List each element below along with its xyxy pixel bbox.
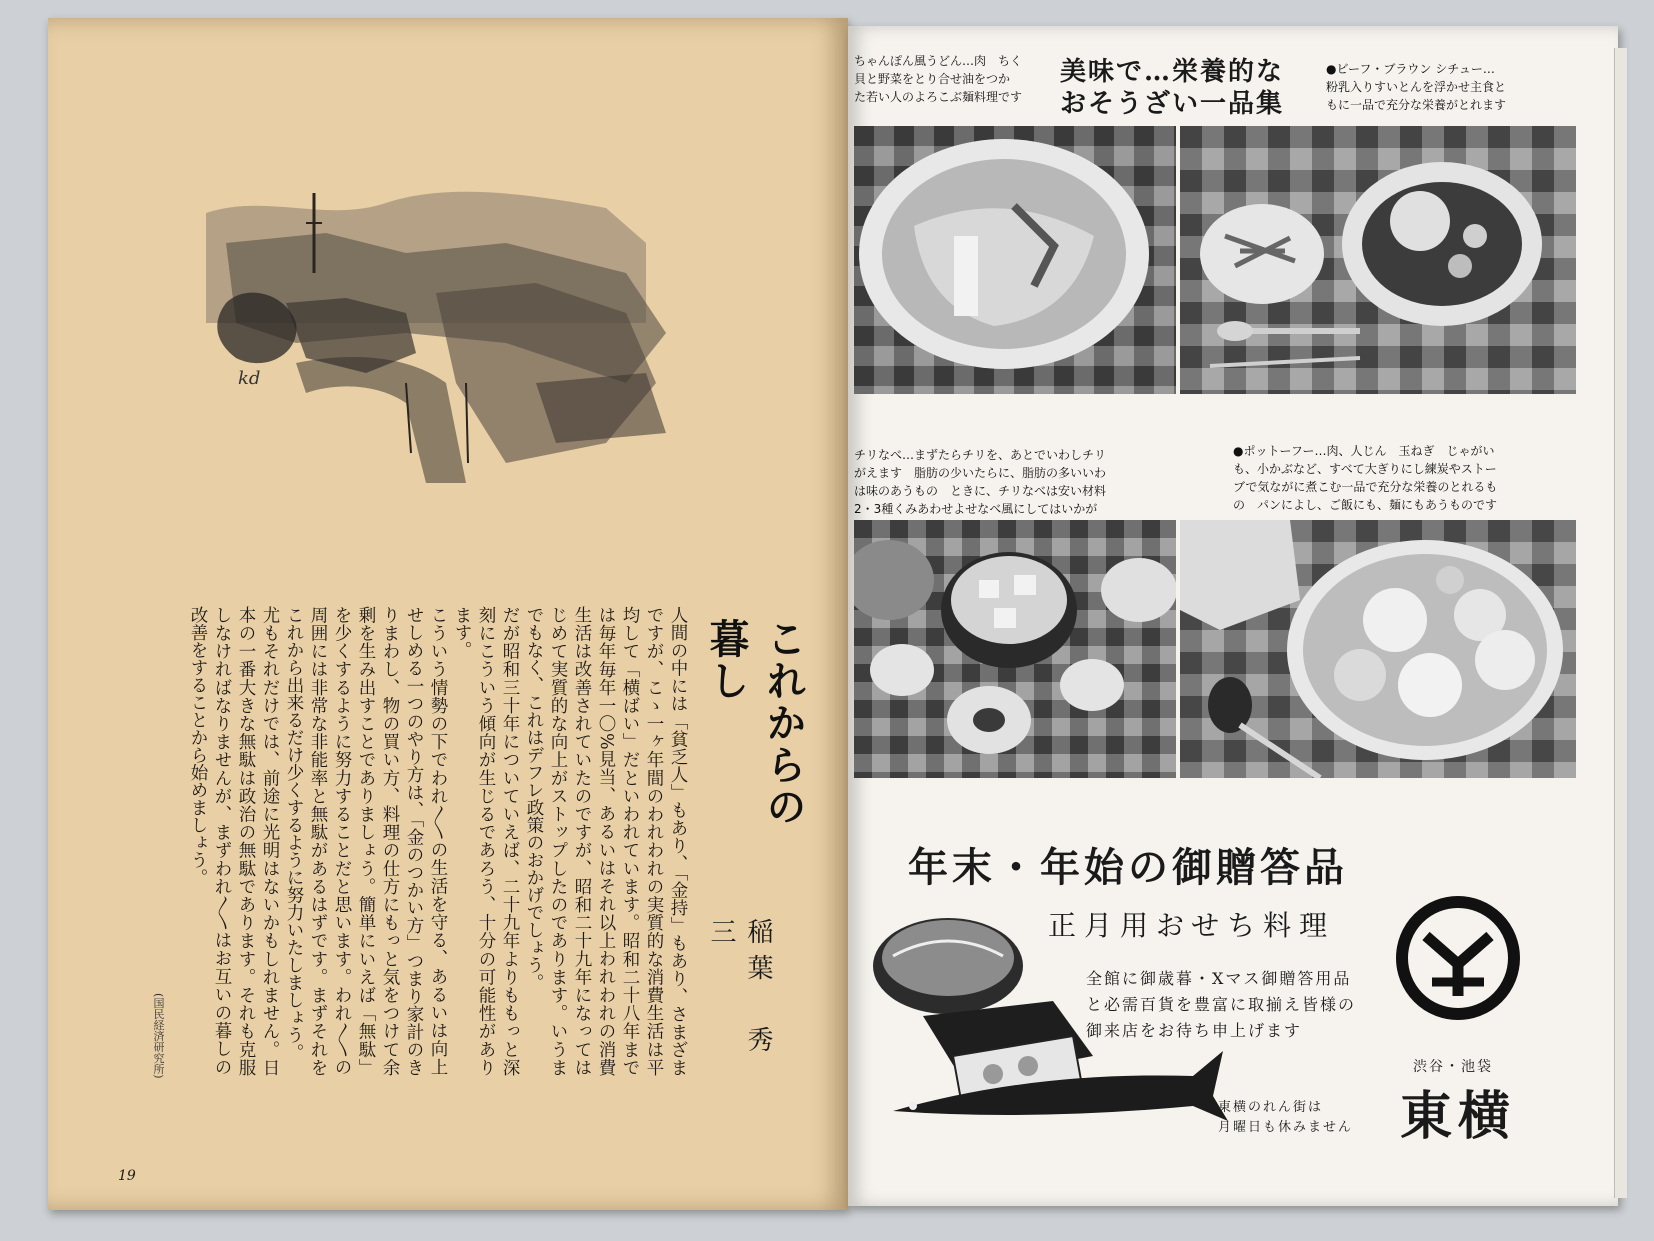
article-paragraph: こういう情勢の下でわれ〳〵の生活を守る、あるいは向上せしめる一つのやり方は、「金のつかい方」つまり家計のきりまわし、物の買い方、料理の仕方にもっと気をつけて余剰を生み出すことでありましょう。簡単にいえば「無駄」を少くするように努力することだと思います。われ〳〵の周囲には非常な非能率と無駄があるはずです。まずそれをこれから出来るだけ少くするように努力いたしましょう。	[284, 606, 448, 1076]
right-page	[848, 26, 1618, 1206]
article-body	[166, 606, 690, 1076]
advert-body: 全館に御歳暮・Xマス御贈答用品 と必需百貨を豊富に取揃え皆様の 御来店をお待ち申上げます	[1086, 969, 1357, 1040]
article-source: (国民経済研究所)	[152, 993, 165, 1079]
left-page	[48, 18, 848, 1210]
illustration-signature: kd	[238, 368, 261, 389]
article-paragraph: 人間の中には「貧乏人」もあり、「金持」もあり、さまざまですが、こゝ一ヶ年間のわれわれの実質的な消費生活は平均して「横ばい」だといわれています。昭和二十八年までは毎年毎年一〇%見当、あるいはそれ以上われわれの消費生活は改善されていたのですが、昭和二十九年になってはじめて実質的な向上がストップしたのであります。いうまでもなく、これはデフレ政策のおかげでしょう。	[524, 606, 688, 1076]
article-paragraph: だが昭和三十年についていえば、二十九年よりももっと深刻にこういう傾向が生じるであろう、十分の可能性があります。	[452, 606, 520, 1076]
photo-champon-udon	[854, 126, 1176, 394]
advert-note: 東横のれん街は 月曜日も休みません	[1218, 1100, 1354, 1135]
magazine-spread	[48, 18, 1628, 1210]
recipes-headline	[1060, 56, 1284, 120]
photo-pot-au-feu	[1180, 520, 1576, 778]
article-author: 稲葉 秀三	[706, 918, 773, 1062]
advert-title: 年末・年始の御贈答品	[908, 845, 1348, 891]
headline-line: おそうざい一品集	[1060, 89, 1285, 119]
caption-champon-udon: ちゃんぽん風うどん…肉 ちく 貝と野菜をとり合せ油をつか た若い人のよろこぶ麺料理です	[854, 54, 1023, 104]
gift-box-and-fish-illustration	[853, 906, 1233, 1166]
page-edge	[1614, 48, 1627, 1198]
article-paragraph: 尤もそれだけでは、前途に光明はないかもしれません。日本の一番大きな無駄は政治の無駄であります。それも克服しなければなりませんが、まずわれ〳〵はお互いの暮しの改善をすることから始めましょう。	[188, 606, 280, 1076]
toyoko-logo-icon	[1396, 896, 1520, 1020]
advert-subtitle: 正月用おせち料理	[1048, 909, 1336, 942]
article-title: これからの暮し	[703, 618, 807, 828]
advert-locations: 渋谷・池袋	[1413, 1059, 1493, 1075]
caption-beef-stew: ●ビーフ・ブラウン シチュー… 粉乳入りすいとんを浮かせ主食と もに一品で充分な栄養がとれます	[1326, 62, 1507, 112]
photo-chiri-nabe	[854, 520, 1176, 778]
page-number: 19	[118, 1168, 136, 1184]
town-canal-illustration	[206, 183, 676, 483]
photo-beef-stew	[1180, 126, 1576, 394]
caption-pot-au-feu: ●ポットーフー…肉、人じん 玉ねぎ じゃがい も、小かぶなど、すべて大ぎりにし練炭やストー ブで気ながに煮こむ一品で充分な栄養のとれるも の パンによし、ご飯にも、麺にもあうものです	[1233, 444, 1498, 512]
caption-chiri-nabe: チリなべ…まずたらチリを、あとでいわしチリ がえます 脂肪の少いたらに、脂肪の多いいわ は味のあうもの ときに、チリなべは安い材料 2・3種くみあわせよせなべ風にしてはいかが	[854, 448, 1107, 516]
headline-line: 美味で…栄養的な	[1060, 57, 1285, 87]
advert-brand: 東横	[1400, 1086, 1517, 1147]
